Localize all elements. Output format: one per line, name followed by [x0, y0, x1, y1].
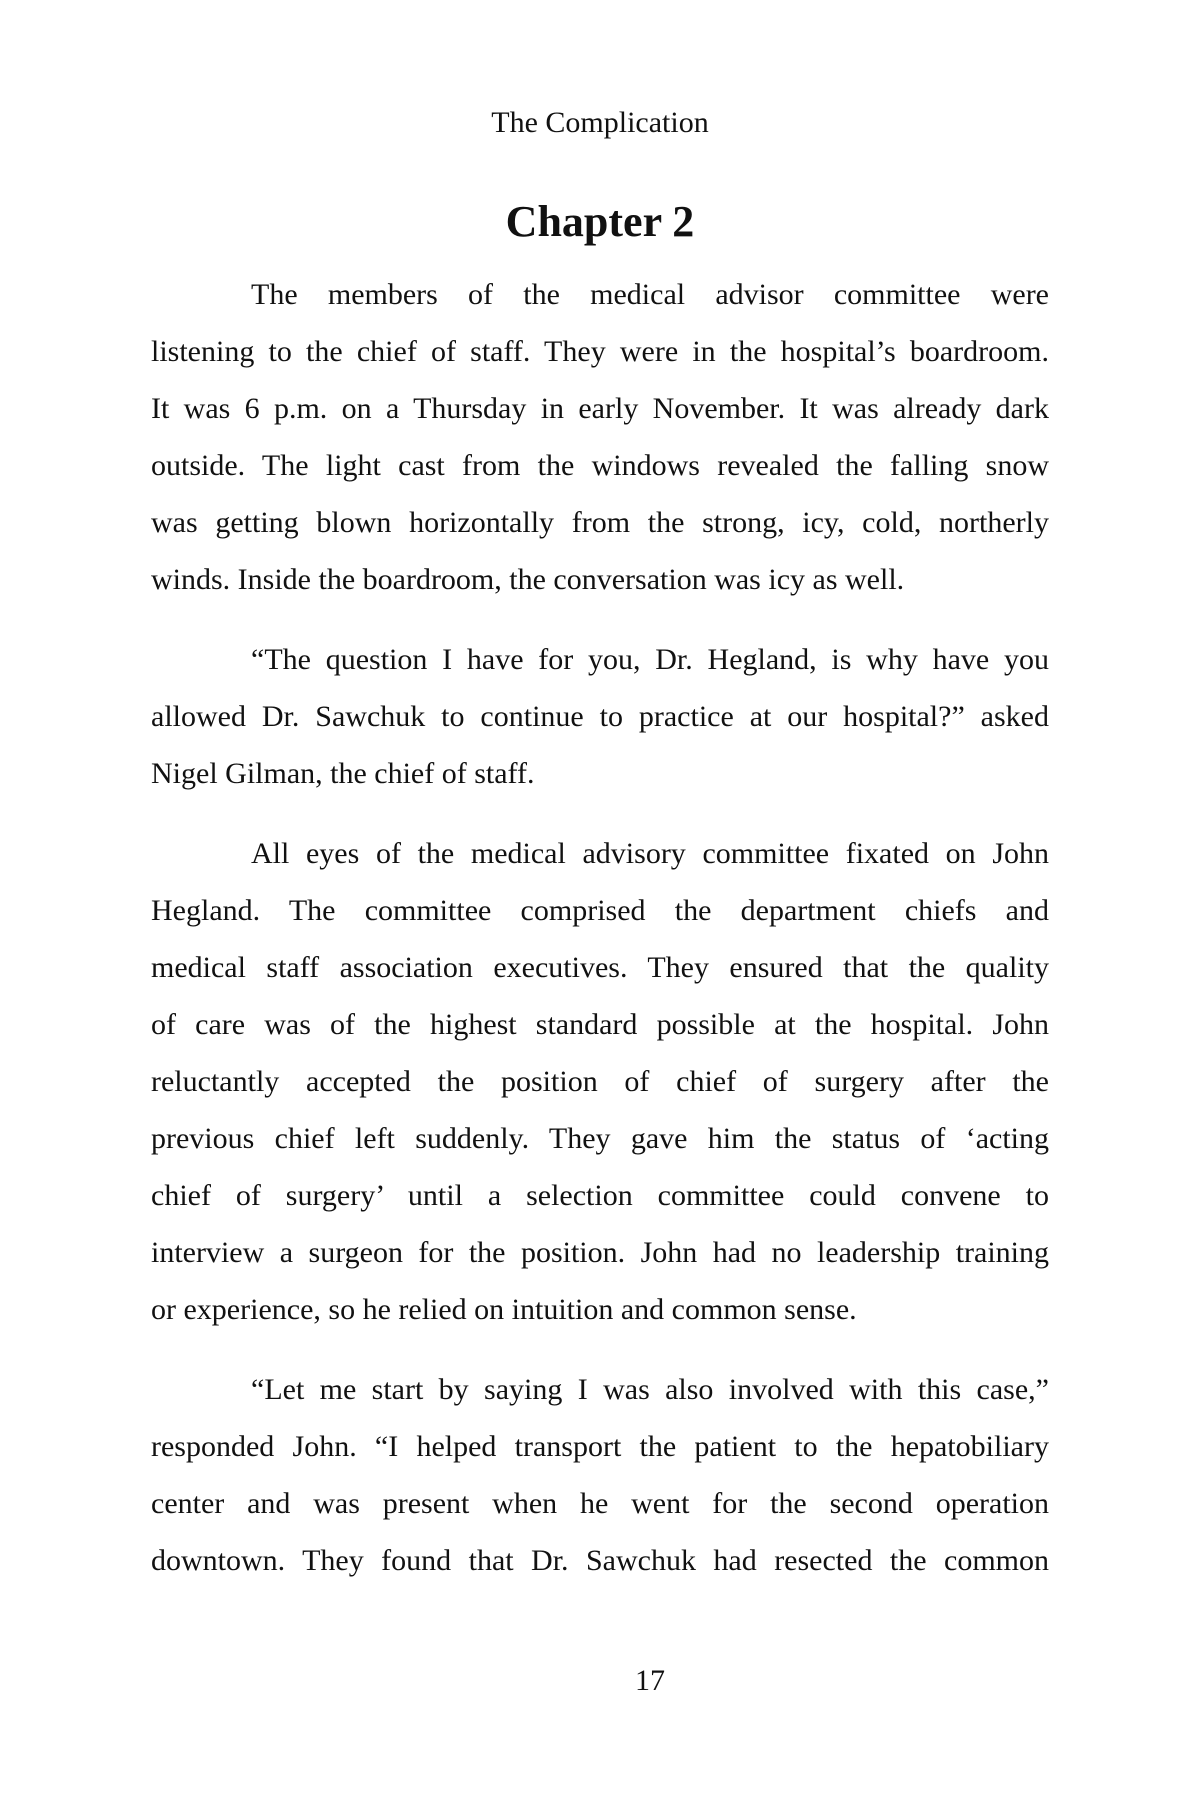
page-number: 17: [635, 1664, 665, 1697]
paragraph: [151, 825, 1049, 1338]
chapter-body: [151, 266, 1049, 1612]
text-line: reluctantly accepted the position of chief of surgery after the: [151, 1065, 1049, 1098]
text-line: Nigel Gilman, the chief of staff.: [151, 757, 535, 790]
text-line: It was 6 p.m. on a Thursday in early November. It was already dark: [151, 392, 1049, 425]
paragraph: [151, 1361, 1049, 1589]
text-line: previous chief left suddenly. They gave him the status of ‘acting: [151, 1122, 1049, 1155]
text-line: listening to the chief of staff. They were in the hospital’s boardroom.: [151, 335, 1049, 368]
paragraph: [151, 266, 1049, 608]
text-line: Hegland. The committee comprised the department chiefs and: [151, 894, 1049, 927]
text-line: winds. Inside the boardroom, the conversation was icy as well.: [151, 563, 905, 596]
text-line: medical staff association executives. They ensured that the quality: [151, 951, 1049, 984]
text-line: responded John. “I helped transport the patient to the hepatobiliary: [151, 1430, 1049, 1463]
text-line: “Let me start by saying I was also involved with this case,”: [251, 1373, 1049, 1406]
text-line: All eyes of the medical advisory committee fixated on John: [251, 837, 1049, 870]
text-line: interview a surgeon for the position. John had no leadership training: [151, 1236, 1049, 1269]
text-line: chief of surgery’ until a selection committee could convene to: [151, 1179, 1049, 1212]
text-line: The members of the medical advisor committee were: [251, 278, 1049, 311]
text-line: allowed Dr. Sawchuk to continue to practice at our hospital?” asked: [151, 700, 1049, 733]
text-line: or experience, so he relied on intuition and common sense.: [151, 1293, 857, 1326]
running-head: The Complication: [491, 106, 709, 139]
text-line: “The question I have for you, Dr. Hegland, is why have you: [251, 643, 1049, 676]
text-line: of care was of the highest standard possible at the hospital. John: [151, 1008, 1049, 1041]
chapter-title: Chapter 2: [505, 197, 695, 246]
text-line: downtown. They found that Dr. Sawchuk had resected the common: [151, 1544, 1049, 1577]
text-line: center and was present when he went for the second operation: [151, 1487, 1049, 1520]
text-line: outside. The light cast from the windows revealed the falling snow: [151, 449, 1049, 482]
text-line: was getting blown horizontally from the strong, icy, cold, northerly: [151, 506, 1049, 539]
paragraph: [151, 631, 1049, 802]
